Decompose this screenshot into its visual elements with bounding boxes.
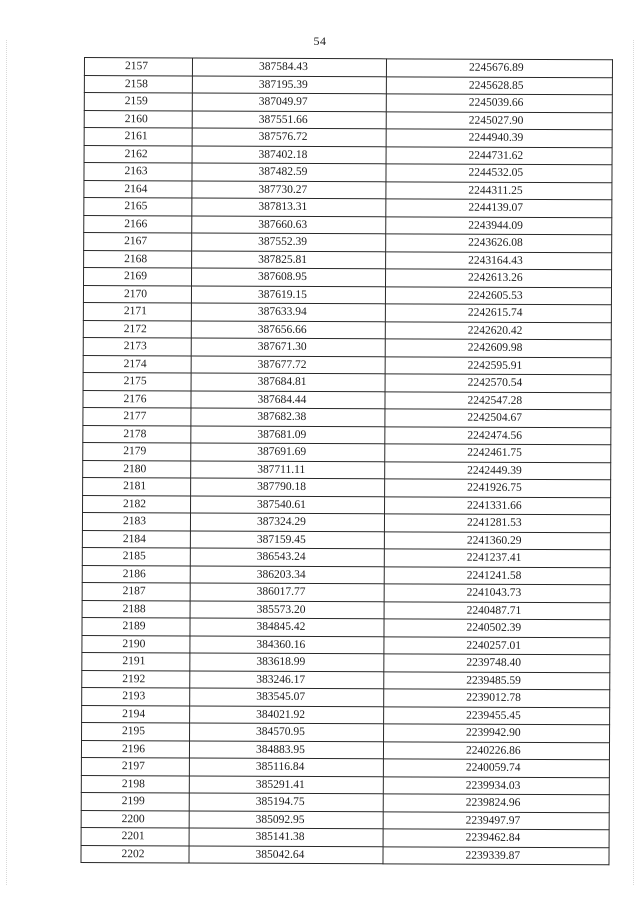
point-number-cell: 2162 [84, 145, 192, 163]
point-number-cell: 2191 [82, 652, 190, 670]
x-coordinate-cell: 387682.38 [191, 408, 385, 426]
table-row [82, 705, 610, 725]
x-coordinate-cell: 387730.27 [192, 180, 386, 198]
table-row [83, 302, 611, 322]
point-number-cell: 2167 [84, 233, 192, 251]
x-coordinate-cell: 386203.34 [190, 565, 384, 583]
table-row [84, 163, 612, 183]
point-number-cell: 2199 [81, 792, 189, 810]
y-coordinate-cell: 2239497.97 [383, 811, 609, 829]
point-number-cell: 2163 [84, 163, 192, 181]
x-coordinate-cell: 384883.95 [189, 740, 383, 758]
table-row [84, 198, 612, 218]
point-number-cell: 2183 [82, 512, 190, 530]
point-number-cell: 2168 [84, 250, 192, 268]
x-coordinate-cell: 385116.84 [189, 758, 383, 776]
table-row [82, 530, 610, 550]
x-coordinate-cell: 387159.45 [190, 530, 384, 548]
x-coordinate-cell: 387482.59 [192, 163, 386, 181]
x-coordinate-cell: 385291.41 [189, 775, 383, 793]
point-number-cell: 2180 [83, 460, 191, 478]
y-coordinate-cell: 2242449.39 [385, 461, 611, 479]
table-row [84, 110, 612, 130]
point-number-cell: 2202 [81, 845, 189, 863]
y-coordinate-cell: 2241360.29 [384, 531, 610, 549]
coordinate-table-body [81, 58, 613, 865]
table-row [84, 75, 612, 95]
table-row [82, 600, 610, 620]
y-coordinate-cell: 2241241.58 [384, 566, 610, 584]
point-number-cell: 2169 [84, 268, 192, 286]
x-coordinate-cell: 384021.92 [190, 705, 384, 723]
x-coordinate-cell: 385141.38 [189, 828, 383, 846]
y-coordinate-cell: 2242461.75 [385, 444, 611, 462]
table-row [82, 617, 610, 637]
point-number-cell: 2197 [81, 757, 189, 775]
x-coordinate-cell: 387540.61 [191, 495, 385, 513]
point-number-cell: 2175 [83, 372, 191, 390]
y-coordinate-cell: 2242474.56 [385, 426, 611, 444]
table-row [83, 442, 611, 462]
x-coordinate-cell: 383246.17 [190, 670, 384, 688]
y-coordinate-cell: 2244311.25 [386, 181, 612, 199]
table-row [81, 792, 609, 812]
table-row [83, 390, 611, 410]
table-row [83, 285, 611, 305]
y-coordinate-cell: 2242605.53 [385, 286, 611, 304]
y-coordinate-cell: 2242613.26 [386, 269, 612, 287]
y-coordinate-cell: 2243626.08 [386, 234, 612, 252]
x-coordinate-cell: 386017.77 [190, 583, 384, 601]
y-coordinate-cell: 2245027.90 [386, 111, 612, 129]
y-coordinate-cell: 2239455.45 [384, 706, 610, 724]
table-row [84, 145, 612, 165]
point-number-cell: 2187 [82, 582, 190, 600]
y-coordinate-cell: 2245676.89 [386, 59, 612, 77]
table-row [83, 407, 611, 427]
point-number-cell: 2195 [82, 722, 190, 740]
point-number-cell: 2179 [83, 442, 191, 460]
x-coordinate-cell: 384570.95 [190, 723, 384, 741]
x-coordinate-cell: 383545.07 [190, 688, 384, 706]
point-number-cell: 2177 [83, 407, 191, 425]
y-coordinate-cell: 2239934.03 [383, 776, 609, 794]
table-row [81, 827, 609, 847]
point-number-cell: 2189 [82, 617, 190, 635]
table-row [83, 337, 611, 357]
x-coordinate-cell: 387576.72 [192, 128, 386, 146]
point-number-cell: 2159 [84, 93, 192, 111]
y-coordinate-cell: 2240502.39 [384, 619, 610, 637]
point-number-cell: 2178 [83, 425, 191, 443]
y-coordinate-cell: 2245628.85 [386, 76, 612, 94]
table-row [84, 180, 612, 200]
y-coordinate-cell: 2239462.84 [383, 829, 609, 847]
table-row [83, 477, 611, 497]
y-coordinate-cell: 2244940.39 [386, 129, 612, 147]
y-coordinate-cell: 2242615.74 [385, 304, 611, 322]
table-row [82, 565, 610, 585]
x-coordinate-cell: 384360.16 [190, 635, 384, 653]
table-row [82, 512, 610, 532]
coordinate-table [80, 57, 613, 865]
x-coordinate-cell: 387049.97 [192, 93, 386, 111]
y-coordinate-cell: 2242570.54 [385, 374, 611, 392]
y-coordinate-cell: 2243164.43 [386, 251, 612, 269]
point-number-cell: 2160 [84, 110, 192, 128]
point-number-cell: 2171 [83, 302, 191, 320]
point-number-cell: 2164 [84, 180, 192, 198]
x-coordinate-cell: 385042.64 [189, 845, 383, 863]
table-row [82, 547, 610, 567]
point-number-cell: 2181 [83, 477, 191, 495]
table-row [82, 652, 610, 672]
table-row [81, 757, 609, 777]
x-coordinate-cell: 387684.44 [191, 390, 385, 408]
point-number-cell: 2200 [81, 810, 189, 828]
y-coordinate-cell: 2239485.59 [384, 671, 610, 689]
y-coordinate-cell: 2240257.01 [384, 636, 610, 654]
x-coordinate-cell: 387608.95 [192, 268, 386, 286]
y-coordinate-cell: 2239339.87 [383, 846, 609, 864]
page-number: 54 [313, 34, 327, 48]
table-row [81, 845, 609, 865]
table-row [82, 582, 610, 602]
y-coordinate-cell: 2241237.41 [384, 549, 610, 567]
table-row [83, 372, 611, 392]
y-coordinate-cell: 2241281.53 [384, 514, 610, 532]
y-coordinate-cell: 2242504.67 [385, 409, 611, 427]
point-number-cell: 2196 [81, 740, 189, 758]
table-row [83, 355, 611, 375]
point-number-cell: 2194 [82, 705, 190, 723]
table-row [83, 320, 611, 340]
x-coordinate-cell: 387633.94 [191, 303, 385, 321]
point-number-cell: 2173 [83, 337, 191, 355]
x-coordinate-cell: 385194.75 [189, 793, 383, 811]
x-coordinate-cell: 387671.30 [191, 338, 385, 356]
point-number-cell: 2176 [83, 390, 191, 408]
table-row [81, 775, 609, 795]
coordinate-table-wrapper [84, 57, 612, 863]
x-coordinate-cell: 387711.11 [191, 460, 385, 478]
table-row [83, 460, 611, 480]
table-row [84, 215, 612, 235]
point-number-cell: 2198 [81, 775, 189, 793]
point-number-cell: 2184 [82, 530, 190, 548]
x-coordinate-cell: 387402.18 [192, 145, 386, 163]
point-number-cell: 2185 [82, 547, 190, 565]
point-number-cell: 2190 [82, 635, 190, 653]
y-coordinate-cell: 2241926.75 [385, 479, 611, 497]
x-coordinate-cell: 386543.24 [190, 548, 384, 566]
table-row [84, 250, 612, 270]
x-coordinate-cell: 385092.95 [189, 810, 383, 828]
point-number-cell: 2192 [82, 670, 190, 688]
scan-edge-right [633, 40, 635, 885]
table-row [84, 233, 612, 253]
table-row [82, 670, 610, 690]
table-row [82, 722, 610, 742]
x-coordinate-cell: 385573.20 [190, 600, 384, 618]
table-row [84, 128, 612, 148]
point-number-cell: 2158 [84, 75, 192, 93]
table-row [82, 687, 610, 707]
x-coordinate-cell: 387324.29 [190, 513, 384, 531]
y-coordinate-cell: 2239748.40 [384, 654, 610, 672]
point-number-cell: 2193 [82, 687, 190, 705]
point-number-cell: 2188 [82, 600, 190, 618]
table-row [81, 740, 609, 760]
table-row [81, 810, 609, 830]
x-coordinate-cell: 383618.99 [190, 653, 384, 671]
point-number-cell: 2166 [84, 215, 192, 233]
x-coordinate-cell: 387551.66 [192, 110, 386, 128]
y-coordinate-cell: 2245039.66 [386, 94, 612, 112]
y-coordinate-cell: 2240226.86 [383, 741, 609, 759]
table-row [84, 268, 612, 288]
y-coordinate-cell: 2239012.78 [384, 689, 610, 707]
x-coordinate-cell: 387584.43 [192, 58, 386, 76]
x-coordinate-cell: 387691.69 [191, 443, 385, 461]
y-coordinate-cell: 2239942.90 [384, 724, 610, 742]
y-coordinate-cell: 2242595.91 [385, 356, 611, 374]
point-number-cell: 2157 [84, 58, 192, 76]
y-coordinate-cell: 2239824.96 [383, 794, 609, 812]
x-coordinate-cell: 387825.81 [192, 250, 386, 268]
point-number-cell: 2174 [83, 355, 191, 373]
y-coordinate-cell: 2244139.07 [386, 199, 612, 217]
y-coordinate-cell: 2242620.42 [385, 321, 611, 339]
point-number-cell: 2165 [84, 198, 192, 216]
x-coordinate-cell: 387681.09 [191, 425, 385, 443]
point-number-cell: 2201 [81, 827, 189, 845]
table-row [84, 58, 612, 78]
table-row [83, 495, 611, 515]
x-coordinate-cell: 387656.66 [191, 320, 385, 338]
y-coordinate-cell: 2244532.05 [386, 164, 612, 182]
table-row [82, 635, 610, 655]
point-number-cell: 2172 [83, 320, 191, 338]
x-coordinate-cell: 387684.81 [191, 373, 385, 391]
y-coordinate-cell: 2244731.62 [386, 146, 612, 164]
scan-edge-left [6, 40, 8, 885]
x-coordinate-cell: 387660.63 [192, 215, 386, 233]
x-coordinate-cell: 387813.31 [192, 198, 386, 216]
point-number-cell: 2182 [83, 495, 191, 513]
point-number-cell: 2186 [82, 565, 190, 583]
y-coordinate-cell: 2243944.09 [386, 216, 612, 234]
y-coordinate-cell: 2242609.98 [385, 339, 611, 357]
table-row [83, 425, 611, 445]
x-coordinate-cell: 387552.39 [192, 233, 386, 251]
x-coordinate-cell: 384845.42 [190, 618, 384, 636]
table-row [84, 93, 612, 113]
point-number-cell: 2161 [84, 128, 192, 146]
y-coordinate-cell: 2241331.66 [385, 496, 611, 514]
x-coordinate-cell: 387195.39 [192, 75, 386, 93]
point-number-cell: 2170 [83, 285, 191, 303]
x-coordinate-cell: 387619.15 [191, 285, 385, 303]
y-coordinate-cell: 2240059.74 [383, 759, 609, 777]
y-coordinate-cell: 2240487.71 [384, 601, 610, 619]
y-coordinate-cell: 2241043.73 [384, 584, 610, 602]
y-coordinate-cell: 2242547.28 [385, 391, 611, 409]
x-coordinate-cell: 387677.72 [191, 355, 385, 373]
x-coordinate-cell: 387790.18 [191, 478, 385, 496]
